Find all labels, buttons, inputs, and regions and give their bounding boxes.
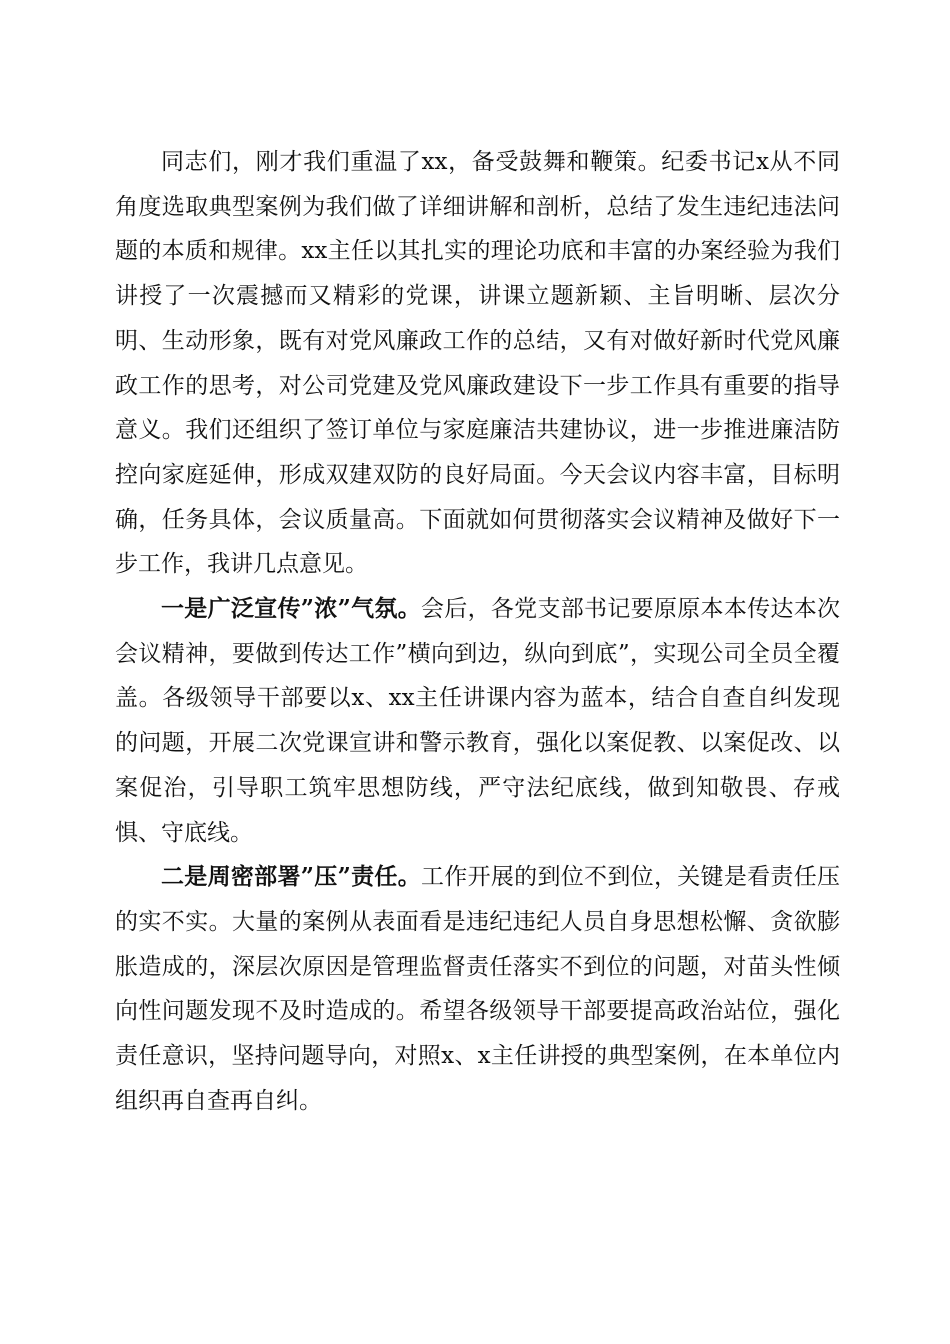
paragraph-opening-text: 同志们，刚才我们重温了xx，备受鼓舞和鞭策。纪委书记x从不同角度选取典型案例为我们做了详细讲解和剖析，总结了发生违纪违法问题的本质和规律。xx主任以其扎实的理论功底和丰富的办案经验为我们讲授了一次震撼而又精彩的党课，讲课立题新颖、主旨明晰、层次分明、生动形象，既有对党风廉政工作的总结，又有对做好新时代党风廉政工作的思考，对公司党建及党风廉政建设下一步工作具有重要的指导意义。我们还组织了签订单位与家庭廉洁共建协议，进一步推进廉洁防控向家庭延伸，形成双建双防的良好局面。今天会议内容丰富，目标明确，任务具体，会议质量高。下面就如何贯彻落实会议精神及做好下一步工作，我讲几点意见。 xyxy=(115,149,840,578)
paragraph-point-two xyxy=(115,855,840,1123)
point-one-text: 会后，各党支部书记要原原本本传达本次会议精神，要做到传达工作”横向到边，纵向到底”，实现公司全员全覆盖。各级领导干部要以x、xx主任讲课内容为蓝本，结合自查自纠发现的问题，开展二次党课宣讲和警示教育，强化以案促教、以案促改、以案促治，引导职工筑牢思想防线，严守法纪底线，做到知敬畏、存戒惧、守底线。 xyxy=(115,596,841,846)
point-two-text: 工作开展的到位不到位，关键是看责任压的实不实。大量的案例从表面看是违纪违纪人员自身思想松懈、贪欲膨胀造成的，深层次原因是管理监督责任落实不到位的问题，对苗头性倾向性问题发现不及时造成的。希望各级领导干部要提高政治站位，强化责任意识，坚持问题导向，对照x、x主任讲授的典型案例，在本单位内组织再自查再自纠。 xyxy=(115,864,841,1114)
point-two-heading: 二是周密部署”压”责任。 xyxy=(161,863,421,891)
paragraph-opening xyxy=(115,140,840,587)
document-body xyxy=(115,140,840,1123)
point-one-heading: 一是广泛宣传”浓”气氛。 xyxy=(161,595,421,623)
paragraph-point-one xyxy=(115,587,840,855)
